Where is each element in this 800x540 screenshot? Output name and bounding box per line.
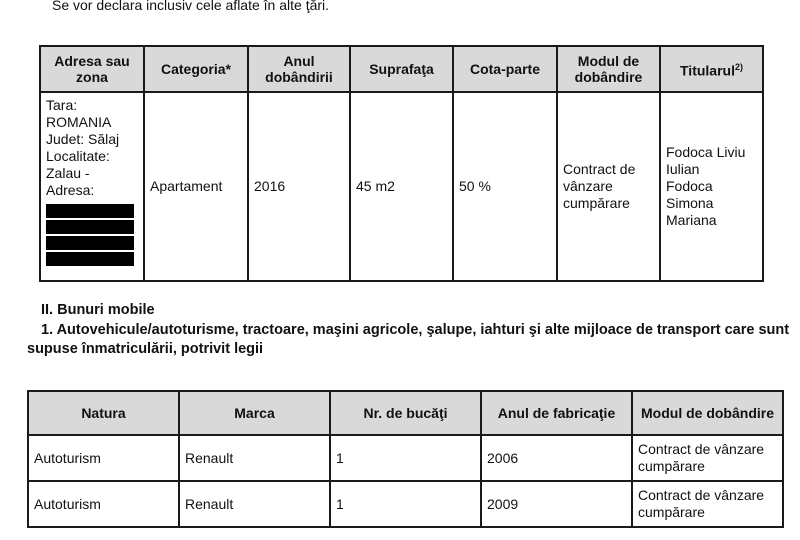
col-header-modul: Modul de dobândire (632, 391, 783, 435)
titular-line: Simona (666, 195, 714, 211)
adresa-line: Zalau - (46, 165, 90, 181)
col-header-anul: Anul dobândirii (248, 46, 350, 92)
cell-natura: Autoturism (28, 481, 179, 527)
adresa-line: Tara: (46, 97, 78, 113)
titular-line: Fodoca (666, 178, 713, 194)
intro-note: Se vor declara inclusiv cele aflate în alte ţări. (52, 0, 330, 13)
cell-natura: Autoturism (28, 435, 179, 481)
cell-suprafata: 45 m2 (350, 92, 453, 281)
redaction-bar (46, 204, 134, 218)
titular-footnote: 2) (734, 62, 743, 73)
cell-modul: Contract de vânzare cumpărare (557, 92, 660, 281)
adresa-line: ROMANIA (46, 114, 112, 130)
col-header-natura: Natura (28, 391, 179, 435)
redaction-bar (46, 220, 134, 234)
cell-anul: 2006 (481, 435, 632, 481)
cell-adresa (40, 92, 144, 281)
col-header-suprafata: Suprafaţa (350, 46, 453, 92)
redaction-bar (46, 252, 134, 266)
cell-modul: Contract de vânzare cumpărare (632, 481, 783, 527)
col-header-nr: Nr. de bucăţi (330, 391, 481, 435)
adresa-line: Judet: Sălaj (46, 131, 120, 147)
titular-line: Iulian (666, 161, 700, 177)
cell-titular (660, 92, 763, 281)
cell-modul: Contract de vânzare cumpărare (632, 435, 783, 481)
table-row (28, 435, 783, 481)
cell-marca: Renault (179, 481, 330, 527)
cell-nr: 1 (330, 481, 481, 527)
cell-marca: Renault (179, 435, 330, 481)
table-row (28, 481, 783, 527)
titular-line: Fodoca Liviu (666, 144, 746, 160)
cell-cota: 50 % (453, 92, 557, 281)
section-title: II. Bunuri mobile (41, 302, 155, 318)
table-row (40, 92, 763, 281)
titular-line: Mariana (666, 212, 717, 228)
col-header-titular (660, 46, 763, 92)
cell-categoria: Apartament (144, 92, 248, 281)
section-subtitle (27, 321, 797, 359)
col-header-cota: Cota-parte (453, 46, 557, 92)
col-header-categoria: Categoria* (144, 46, 248, 92)
table-header-row (40, 46, 763, 92)
col-header-modul: Modul de dobândire (557, 46, 660, 92)
cell-anul: 2016 (248, 92, 350, 281)
col-header-anul-fabricatie: Anul de fabricaţie (481, 391, 632, 435)
section-subtitle-text: 1. Autovehicule/autoturisme, tractoare, maşini agricole, şalupe, iahturi şi alte mijloace de transport care sunt supuse înmatriculării, potrivit legii (27, 322, 790, 357)
mobile-table (27, 390, 784, 528)
imobile-table (39, 45, 764, 282)
adresa-line: Adresa: (46, 182, 95, 198)
table-header-row (28, 391, 783, 435)
titular-label: Titularul (680, 62, 735, 79)
col-header-marca: Marca (179, 391, 330, 435)
cell-nr: 1 (330, 435, 481, 481)
cell-anul: 2009 (481, 481, 632, 527)
col-header-adresa: Adresa sau zona (40, 46, 144, 92)
redaction-bar (46, 236, 134, 250)
adresa-line: Localitate: (46, 148, 110, 164)
